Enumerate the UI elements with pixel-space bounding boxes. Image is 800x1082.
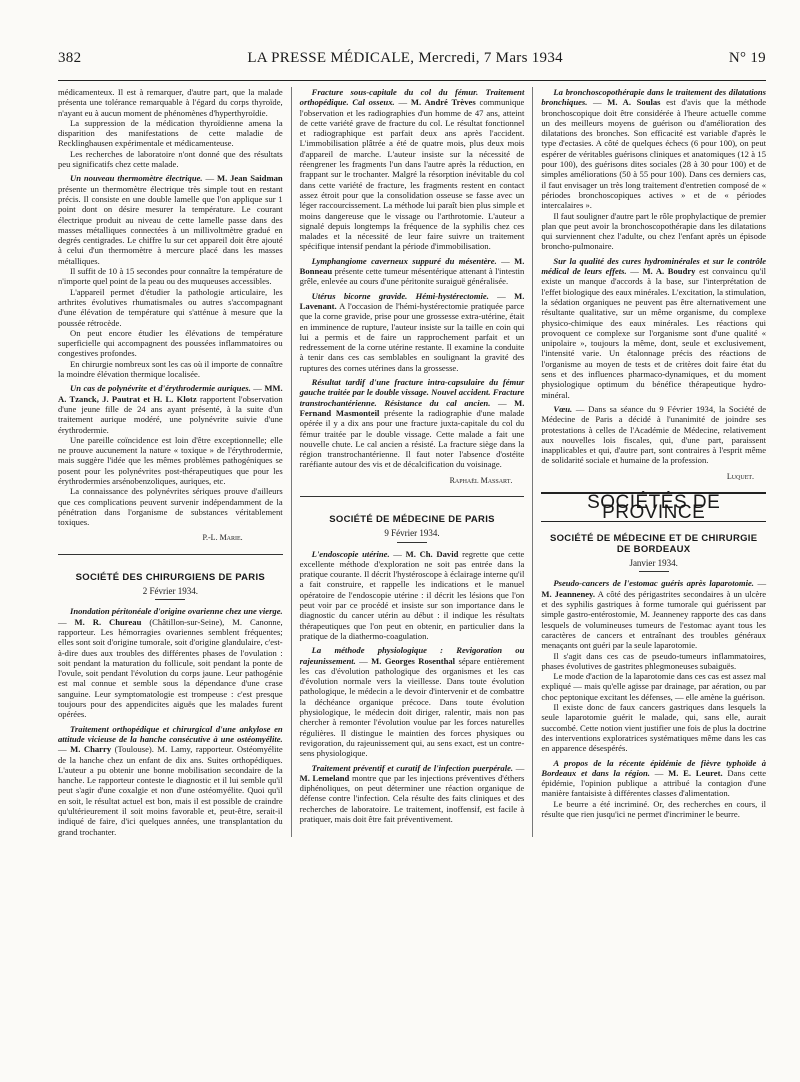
section-banner: SOCIÉTÉS DE PROVINCE	[541, 492, 766, 522]
article-title: Fracture sous-capitale du col du fémur. Traitement orthopédique. Cal osseux.	[299, 87, 525, 108]
article-fracture-col: Fracture sous-capitale du col du fémur. Traitement orthopédique. Cal osseux. — M. André Trèves communique l'observation et les radiographies d'un homme de 47 ans, atteint de cette variété grave de fracture du col. Le résultat fonctionnel et radiographique est parfait deux ans après l'accident. L'immobilisation plâtrée a été de quatre mois, plus deux mois d'appareil de marche. L'auteur insiste sur la nécessité de réengrener les fragments l'un dans l'autre après la réduction, en frappant sur le trochanter. Malgré la résorption inévitable du col dans cette variété de fracture, les fragments restent en contact assez étroit pour que la consolidation osseuse se fasse avec un léger raccourcissement. La méthode lui paraît bien plus simple et moins dangereuse que le vissage ou l'arthrotomie. L'auteur a signalé depuis longtemps la fréquence de la syphilis chez ces malades et la nécessité de leur faire suivre un traitement spécifique intensif pendant la période d'immobilisation.	[299, 87, 525, 252]
article-title: Un nouveau thermomètre électrique.	[70, 173, 203, 184]
paragraph: L'appareil permet d'étudier la pathologie articulaire, les arthrites évolutives rhumatismales ou autres s'accompagnant d'une élévation de température qui s'atténue à mesure que la poussée rétrocède.	[58, 286, 283, 328]
article-text: montre que par les injections préventives d'éthers diphénoliques, on peut déterminer une réaction organique de défense contre l'infection. Cela résulte des faits cliniques et des recherches de laboratoire. Le traitement, inoffensif, est facile à pratiquer, mais doit être fait préventivement.	[299, 772, 525, 824]
column-rule	[532, 87, 533, 837]
article-fievre-typhoide: A propos de la récente épidémie de fièvre typhoïde à Bordeaux et dans la région. — M. E. Leuret. Dans cette épidémie, l'opinion publique a attribué la contagion d'une manière fantaisiste à différentes classes d'alimentation.	[541, 757, 767, 799]
article-text: Dans sa séance du 9 Février 1934, la Société de Médecine de Paris a décidé à l'unanimité de joindre ses protestations à celles de l'Académie de Médecine, relativement aux nouvelles lois fiscales, qui, d'une part, paraissent inapplicables et qui, d'autre part, sont contraires à l'esprit même de solidarité sociale et humaine de la profession.	[541, 403, 767, 466]
article-infection-puerperale: Traitement préventif et curatif de l'infection puerpérale. — M. Lemeland montre que par les injections préventives d'éthers diphénoliques, on peut déterminer une réaction organique de défense contre l'infection. Cela résulte des faits cliniques et des recherches de laboratoire. Le traitement, inoffensif, est facile à pratiquer, mais doit être fait préventivement.	[299, 762, 525, 824]
paragraph: La suppression de la médication thyroïdienne amena la disparition des manifestations de cette maladie de Recklinghausen expérimentale et médicamenteuse.	[58, 117, 283, 149]
article-author: M. Jean Saidman	[216, 173, 283, 184]
article-text: présente la radiographie d'une malade opérée il y a dix ans pour une fracture juxta-capitale du col du fémur traitée par le double vissage. Cette malade a fait une nouvelle chute. Le cal ancien a résisté. La fracture siège dans la région transtrochantérienne. Il faut noter l'absence d'ostéite raréfiante autour des vis et de décalcification du voisinage.	[299, 407, 525, 470]
article-text: (Toulouse). M. Lamy, rapporteur. Ostéomyélite de la hanche chez un enfant de dix ans. Suites orthopédiques. L'auteur a pu obtenir une bonne mobilisation secondaire de la hanche. Le rapporteur conteste le diagnostic et il lui semble qu'il peut s'agir d'une coxalgie et non d'une ostéomyélite. Quoi qu'il en soit, le résultat actuel est bon, mais il est possible de craindre qu'ultérieurement il soit moins favorable et, peut-être, serait-il indiqué de faire, d'ici quelques années, une transplantation du grand trochanter.	[58, 744, 283, 837]
column-rule	[291, 87, 292, 837]
article-author: M. Jeanneney.	[541, 588, 596, 599]
article-author: M. Ch. David	[405, 548, 459, 559]
section-heading: SOCIÉTÉ DE MÉDECINE ET DE CHIRURGIE	[549, 532, 758, 544]
section-date: 9 Février 1934.	[384, 528, 440, 539]
column-1	[58, 87, 283, 837]
article-text: présente cette tumeur mésentérique attenant à l'intestin grêle, enlevée au cours d'une péritonite suraiguë généralisée.	[299, 266, 525, 287]
paragraph: médicamenteux. Il est à remarquer, d'autre part, que la malade présenta une tolérance remarquable à l'égard du corps thyroïde, n'ayant eu à aucun moment de phénomènes d'hyperthyroïdie.	[58, 87, 283, 118]
article-text: Dans cette épidémie, l'opinion publique a attribué la contagion d'une manière fantaisiste à différentes classes d'alimentation.	[541, 767, 767, 799]
signature: Luquet.	[726, 471, 755, 481]
article-author: M. E. Leuret.	[668, 767, 723, 778]
paragraph: Il suffit de 10 à 15 secondes pour connaître la température de n'importe quel point de la peau ou des muqueuses accessibles.	[58, 266, 283, 287]
article-title: Un cas de polynévrite et d'érythrodermie auriques.	[70, 383, 251, 394]
article-author: M. A. Boudry	[642, 266, 696, 277]
article-author: M. Fernand Masmonteil	[299, 397, 525, 418]
article-text: sépare entièrement les cas d'évolution pathologique des organismes et les cas d'évolution normale vers la vieillesse. Dans toute évolution pathologique, le médecin a le devoir d'intervenir et de combattre la déchéance organique précoce. Dans toute évolution physiologique, le médecin doit diriger, ralentir, mais non pas chercher à remonter l'évolution voulue par les forces naturelles régulières. Il distingue le maintien des forces physiques ou revigoration, du rajeunissement qui, au sens exact, est un contre-sens physiologique.	[299, 655, 525, 759]
article-author: M. A. Soulas	[607, 97, 661, 108]
article-resultat-tardif: Résultat tardif d'une fracture intra-capsulaire du fémur gauche traitée par le double vissage. Nouvel accident. Fracture transtrochantérienne. Résistance du cal ancien. — M. Fernand Masmonteil présente la radiographie d'une malade opérée il y a dix ans pour une fracture juxta-capitale du col du fémur traitée par le double vissage. Cette malade a fait une nouvelle chute. Le cal ancien a résisté. La fracture siège dans la région transtrochantérienne. Il faut noter l'absence d'ostéite raréfiante autour des vis et de décalcification du voisinage.	[299, 377, 525, 470]
article-uterus-bicorne: Utérus bicorne gravide. Hémi-hystérectomie. — M. Lavenant. A l'occasion de l'hémi-hystérectomie pratiquée parce que la corne gravide, prise pour une grossesse extra-utérine, était en imminence de rupture, l'auteur insiste sur la taille en coin qui lui a permis et de faire un rapprochement parfait et un redressement de la corne utérine restante. Il examine la conduite à tenir dans ces cas semblables en soulignant la gravité des ruptures des cornes utérines dans la grossesse.	[299, 290, 525, 373]
article-text: (Châtillon-sur-Seine), M. Canonne, rapporteur. Les hémorragies ovariennes semblent fréquentes; elles sont soit d'origine tumorale, soit d'origine glandulaire, c'est-à-dire dues aux troubles des différentes phases de l'ovulation : soit pendant la maturation du follicule, soit pendant la ponte de l'ovule, soit pendant l'évolution du corps jaune. Leur pathogénie est mal connue et semble sous la dépendance d'une crase sanguine. Leur symptomatologie est trompeuse : c'est presque toujours pour des appendicites aiguës que les malades furent opérées.	[58, 616, 283, 720]
article-title: Inondation péritonéale d'origine ovarienne chez une vierge.	[70, 606, 283, 617]
section-date: Janvier 1934.	[629, 558, 678, 569]
article-title: La méthode physiologique : Revigoration ou rajeunissement.	[299, 645, 525, 666]
article-methode-physiologique: La méthode physiologique : Revigoration ou rajeunissement. — M. Georges Rosenthal sépare entièrement les cas d'évolution pathologique des organismes et les cas d'évolution normale vers la vieillesse. Dans toute évolution pathologique, le médecin a le devoir d'intervenir et de combattre la déchéance organique précoce. Dans toute évolution physiologique, le médecin doit diriger, ralentir, mais non pas chercher à remonter l'évolution voulue par les forces naturelles régulières. Il distingue le maintien des forces physiques ou revigoration, du rajeunissement qui, au sens exact, est un contre-sens physiologique.	[299, 645, 525, 759]
article-title: Pseudo-cancers de l'estomac guéris après laparotomie.	[553, 578, 754, 589]
section-rule	[300, 496, 525, 497]
article-bronchoscopotherapie: La bronchoscopothérapie dans le traitement des dilatations bronchiques. — M. A. Soulas est d'avis que la méthode bronchoscopique doit être considérée à l'heure actuelle comme un des meilleurs moyens de guérison ou d'amélioration des dilatations des bronches. Son efficacité est variable d'après le type d'ectasies. A côté de quelques échecs (6 pour 100), on peut espérer de véritables guérisons cliniques et anatomiques (12 à 15 pour 100), des guérisons dites sociales (28 à 30 pour 100) et de simples améliorations (50 à 55 pour 100). Dans ces derniers cas, il faut envisager un très long traitement d'entretien composé de « périodes bronchoscopiques actives » et de « périodes intercalaires ».	[541, 87, 767, 211]
article-text: présente un thermomètre électrique très simple tout en restant précis. Il consiste en une double lamelle que l'on applique sur 1 point dont on désire mesurer la température. Le courant électrique produit au niveau de cette lamelle passe dans des masses métalliques connectées à un millivoltmètre gradué en degrés centigrades. Le chiffre lu sur cet appareil doit être ajouté à celui d'un thermomètre à mercure placé dans les masses métalliques.	[58, 183, 283, 266]
short-rule	[155, 599, 185, 600]
article-author: MM. A. Tzanck, J. Pautrat et H. L. Klotz	[58, 383, 283, 404]
article-pseudo-cancers: Pseudo-cancers de l'estomac guéris après laparotomie. — M. Jeanneney. A côté des périgastrites secondaires à un ulcère et des syphilis gastriques à forme tumorale qui guérissent par simple gastro-entérostomie, M. Jeanneney rapporte des cas dans lesquels de volumineuses tumeurs de l'estomac ayant tous les caractères de cancers et entraînant des troubles généraux menaçants ont guéri par la seule laparotomie.	[541, 578, 767, 651]
article-author: M. André Trèves	[410, 97, 476, 108]
article-voeu: Vœu. — Dans sa séance du 9 Février 1934, la Société de Médecine de Paris a décidé à l'unanimité de joindre ses protestations à celles de l'Académie de Médecine, relativement aux nouvelles lois fiscales, qui, d'une part, paraissent inapplicables et qui, d'autre part, sont contraires à l'esprit même de solidarité sociale et humaine de la profession.	[541, 403, 767, 466]
article-author: M. Lemeland	[299, 772, 350, 783]
columns	[58, 87, 766, 837]
article-title: La bronchoscopothérapie dans le traitement des dilatations bronchiques.	[541, 87, 767, 108]
article-thermometre: Un nouveau thermomètre électrique. — M. Jean Saidman présente un thermomètre électrique très simple tout en restant précis. Il consiste en une double lamelle que l'on applique sur 1 point dont on désire mesurer la température. Le courant électrique produit au niveau de cette lamelle passe dans des masses métalliques connectées à un millivoltmètre gradué en degrés centigrades. Le chiffre lu sur cet appareil doit être ajouté à celui d'un thermomètre à mercure placé dans les masses métalliques.	[58, 173, 283, 266]
paragraph: Il s'agit dans ces cas de pseudo-tumeurs inflammatoires, phases évolutives de gastrites phlegmoneuses subaiguës.	[541, 650, 767, 671]
article-author: M. Lavenant.	[299, 290, 525, 311]
article-text: est d'avis que la méthode bronchoscopique doit être considérée à l'heure actuelle comme un des meilleurs moyens de guérison ou d'amélioration des dilatations des bronches. Son efficacité est variable d'après le type d'ectasies. A côté de quelques échecs (6 pour 100), on peut espérer de véritables guérisons cliniques et anatomiques (12 à 15 pour 100), des guérisons dites sociales (28 à 30 pour 100) et de simples améliorations (50 à 55 pour 100). Dans ces derniers cas, il faut envisager un très long traitement d'entretien composé de « périodes bronchoscopiques actives » et de « périodes intercalaires ».	[541, 97, 767, 211]
article-title: Résultat tardif d'une fracture intra-capsulaire du fémur gauche traitée par le double vissage. Nouvel accident. Fracture transtrochantérienne. Résistance du cal ancien.	[299, 377, 525, 408]
journal-title: LA PRESSE MÉDICALE, Mercredi, 7 Mars 1934	[247, 50, 563, 66]
article-lymphangiome: Lymphangiome caverneux suppuré du mésentère. — M. Bonneau présente cette tumeur mésentérique attenant à l'intestin grêle, enlevée au cours d'une péritonite suraiguë généralisée.	[299, 255, 525, 287]
section-heading-line-2: DE BORDEAUX	[616, 543, 691, 555]
article-title: Traitement préventif et curatif de l'infection puerpérale.	[311, 762, 514, 773]
page-number: 382	[58, 50, 82, 66]
article-author: M. R. Chureau	[74, 616, 142, 627]
article-text: communique l'observation et les radiographies d'un homme de 47 ans, atteint de cette variété grave de fracture du col. Le résultat fonctionnel et radiographique est parfait deux ans après l'accident. L'immobilisation plâtrée a été de quatre mois, plus deux mois d'appareil de marche. L'auteur insiste sur la nécessité de réengrener les fragments l'un dans l'autre après la réduction, en frappant sur le trochanter. Malgré la résorption inévitable du col dans cette variété de fracture, les fragments restent en contact assez étroit pour que la consolidation osseuse se fasse avec un léger raccourcissement. La méthode lui paraît bien plus simple et moins dangereuse que le vissage ou l'arthrotomie. L'auteur a signalé depuis longtemps la fréquence de la syphilis chez ces malades et la nécessité de leur faire suivre un traitement spécifique intensif pendant la période d'immobilisation.	[299, 97, 525, 252]
article-title: Sur la qualité des cures hydrominérales et sur le contrôle médical de leurs effets.	[541, 255, 767, 277]
signature: Raphaël Massart.	[449, 475, 513, 485]
article-title: Traitement orthopédique et chirurgical d'une ankylose en attitude vicieuse de la hanche consécutive à une ostéomyélite.	[58, 723, 283, 744]
column-2	[300, 87, 525, 837]
column-3	[541, 87, 766, 837]
section-rule	[58, 554, 283, 555]
paragraph: Il existe donc de faux cancers gastriques dans lesquels la seule laparotomie guérit le malade, qui, sans elle, aurait succombé. Cette notion vient justifier une fois de plus la doctrine des interventions exploratrices systématiques même dans les cas en apparence désespérés.	[541, 702, 767, 754]
paragraph: Il faut souligner d'autre part le rôle prophylactique de premier plan que peut avoir la bronchoscopothérapie dans les dilatations qui surviennent chez l'adulte, ou chez l'enfant après un épisode broncho-pulmonaire.	[541, 210, 767, 252]
paragraph: On peut encore étudier les élévations de température superficielle qui accompagnent des poussées inflammatoires ou congestives profondes.	[58, 327, 283, 359]
article-endoscopie: L'endoscopie utérine. — M. Ch. David regrette que cette excellente méthode d'exploration ne soit pas entrée dans la pratique courante. Il décrit l'hystéroscope à éclairage interne qu'il a fait construire, et rappelle les indications et le manuel opératoire de l'endoscopie utérine : il décrit les lésions que l'on peut voir par ce procédé et insiste sur son importance dans le diagnostic du cancer utérin au début : il indique les résultats thérapeutiques que l'on peut en obtenir, en particulier dans la pratique de la diathermo-coagulation.	[299, 548, 525, 641]
section-heading: SOCIÉTÉ DE MÉDECINE DE PARIS	[329, 513, 495, 525]
article-title: Lymphangiome caverneux suppuré du mésentère.	[311, 255, 497, 266]
short-rule	[639, 571, 669, 572]
article-author: M. Georges Rosenthal	[371, 655, 456, 666]
article-inondation: Inondation péritonéale d'origine ovarienne chez une vierge. — M. R. Chureau (Châtillon-sur-Seine), M. Canonne, rapporteur. Les hémorragies ovariennes semblent fréquentes; elles sont soit d'origine tumorale, soit d'origine glandulaire, c'est-à-dire dues aux troubles des différentes phases de l'ovulation : soit pendant la maturation du follicule, soit pendant la ponte de l'ovule, soit pendant l'évolution du corps jaune. Leur pathogénie est mal connue et semble sous la dépendance d'une crase sanguine. Leur symptomatologie est trompeuse : c'est presque toujours pour des appendicites aiguës que les malades furent opérées.	[58, 606, 283, 720]
article-author: M. Charry	[70, 744, 112, 755]
article-text: A l'occasion de l'hémi-hystérectomie pratiquée parce que la corne gravide, prise pour une grossesse extra-utérine, était en imminence de rupture, l'auteur insiste sur la taille en coin qui lui a permis et de faire un rapprochement parfait et un redressement de la corne utérine restante. Il examine la conduite à tenir dans ces cas semblables en soulignant la gravité des ruptures des cornes utérines dans la grossesse.	[299, 300, 525, 373]
article-text: rapportent l'observation d'une jeune fille de 24 ans ayant présenté, à la suite d'un traitement aurique modéré, une polynévrite suivie d'une érythrodermie.	[58, 393, 283, 435]
paragraph: En chirurgie nombreux sont les cas où il importe de connaître la moindre élévation thermique localisée.	[58, 358, 283, 380]
article-text: est convaincu qu'il existe un manque d'accords à la base, sur l'interprétation de l'effet biologique des eaux minérales. L'excitation, la stimulation, la sédation organiques ne peuvent pas être alternativement une résultante qualitative, sur un même organisme, du complexe physico-chimique des eaux minérales. Les réactions qui provoquent ce complexe sur l'organisme sont d'une qualité « unipolaire », toujours la même, dont, seule et exclusivement, l'intensité varie. Un étalonnage précis des réactions de l'organisme au moyen de tests et de critères doit faire état du sens et des influences pharmaco-dynamiques, et du moment physiologique optimum du bénéfice thérapeutique hydro-minéral.	[541, 266, 767, 400]
masthead	[58, 0, 766, 76]
short-rule	[397, 542, 427, 543]
paragraph: Les recherches de laboratoire n'ont donné que des résultats peu significatifs chez cette malade.	[58, 148, 283, 170]
issue-number: N° 19	[728, 50, 766, 66]
paragraph: Le mode d'action de la laparotomie dans ces cas est assez mal expliqué — mais qu'elle agisse par drainage, par aération, ou par choc peptonique excitant les défenses, — elle amène la guérison.	[541, 671, 767, 702]
article-title: L'endoscopie utérine.	[311, 548, 390, 559]
header-rule	[58, 80, 766, 81]
article-ankylose: Traitement orthopédique et chirurgical d'une ankylose en attitude vicieuse de la hanche consécutive à une ostéomyélite. — M. Charry (Toulouse). M. Lamy, rapporteur. Ostéomyélite de la hanche chez un enfant de dix ans. Suites orthopédiques. L'auteur a pu obtenir une bonne mobilisation secondaire de la hanche. Le rapporteur conteste le diagnostic et il lui semble qu'il peut s'agir d'une coxalgie et non d'une ostéomyélite. Quoi qu'il en soit, le résultat actuel est bon, mais il est possible de craindre qu'ultérieurement il soit moins favorable et, peut-être, serait-il indiqué de faire, d'ici quelques années, une transplantation du grand trochanter.	[58, 723, 283, 837]
article-title: Vœu.	[553, 403, 573, 414]
article-cures-hydrominerales: Sur la qualité des cures hydrominérales et sur le contrôle médical de leurs effets. — M. A. Boudry est convaincu qu'il existe un manque d'accords à la base, sur l'interprétation de l'effet biologique des eaux minérales. L'excitation, la stimulation, la sédation organiques ne peuvent pas être alternativement une résultante qualitative, sur un même organisme, du complexe physico-chimique des eaux minérales. Les réactions qui provoquent ce complexe sur l'organisme sont d'une qualité « unipolaire », toujours la même, dont, seule et exclusivement, l'intensité varie. Un étalonnage précis des réactions de l'organisme au moyen de tests et de critères doit faire état du sens et des influences pharmaco-dynamiques, et du moment physiologique optimum du bénéfice thérapeutique hydro-minéral.	[541, 255, 767, 400]
article-polynevrite: Un cas de polynévrite et d'érythrodermie auriques. — MM. A. Tzanck, J. Pautrat et H. L. Klotz rapportent l'observation d'une jeune fille de 24 ans ayant présenté, à la suite d'un traitement aurique modéré, une polynévrite suivie d'une érythrodermie.	[58, 383, 283, 435]
signature: P.-L. Marie.	[202, 533, 243, 543]
paragraph: La connaissance des polynévrites sériques prouve d'ailleurs que ces complications peuvent survenir indépendamment de la pénétration dans l'organisme de substances véritablement toxiques.	[58, 486, 283, 528]
article-text: A côté des périgastrites secondaires à un ulcère et des syphilis gastriques à forme tumorale qui guérissent par simple gastro-entérostomie, M. Jeanneney rapporte des cas dans lesquels de volumineuses tumeurs de l'estomac ayant tous les caractères de cancers et entraînant des troubles généraux menaçants ont guéri par la seule laparotomie.	[541, 588, 767, 651]
section-date: 2 Février 1934.	[142, 586, 198, 597]
paragraph: Une pareille coïncidence est loin d'être exceptionnelle; elle ne prouve aucunement la nature « toxique » de l'érythrodermie, mais suggère l'idée que les mêmes problèmes pathogéniques se posent pour les polynévrites post-thérapeutiques que pour les érythrodermies arsénobenzoliques, auriques, etc.	[58, 434, 283, 486]
section-heading: SOCIÉTÉ DES CHIRURGIENS DE PARIS	[75, 571, 266, 583]
article-title: A propos de la récente épidémie de fièvre typhoïde à Bordeaux et dans la région.	[541, 757, 767, 778]
article-author: M. Bonneau	[299, 255, 525, 277]
article-text: regrette que cette excellente méthode d'exploration ne soit pas entrée dans la pratique courante. Il décrit l'hystéroscope à éclairage interne qu'il a fait construire, et rappelle les indications et le manuel opératoire de l'endoscopie utérine : il décrit les lésions que l'on peut voir par ce procédé et insiste sur son importance dans le diagnostic du cancer utérin au début : il indique les résultats thérapeutiques que l'on peut en obtenir, en particulier dans la pratique de la diathermo-coagulation.	[299, 548, 525, 641]
article-title: Utérus bicorne gravide. Hémi-hystérectomie.	[311, 290, 489, 301]
paragraph: Le beurre a été incriminé. Or, des recherches en cours, il résulte que rien jusqu'ici ne permet d'incriminer le beurre.	[541, 798, 767, 819]
